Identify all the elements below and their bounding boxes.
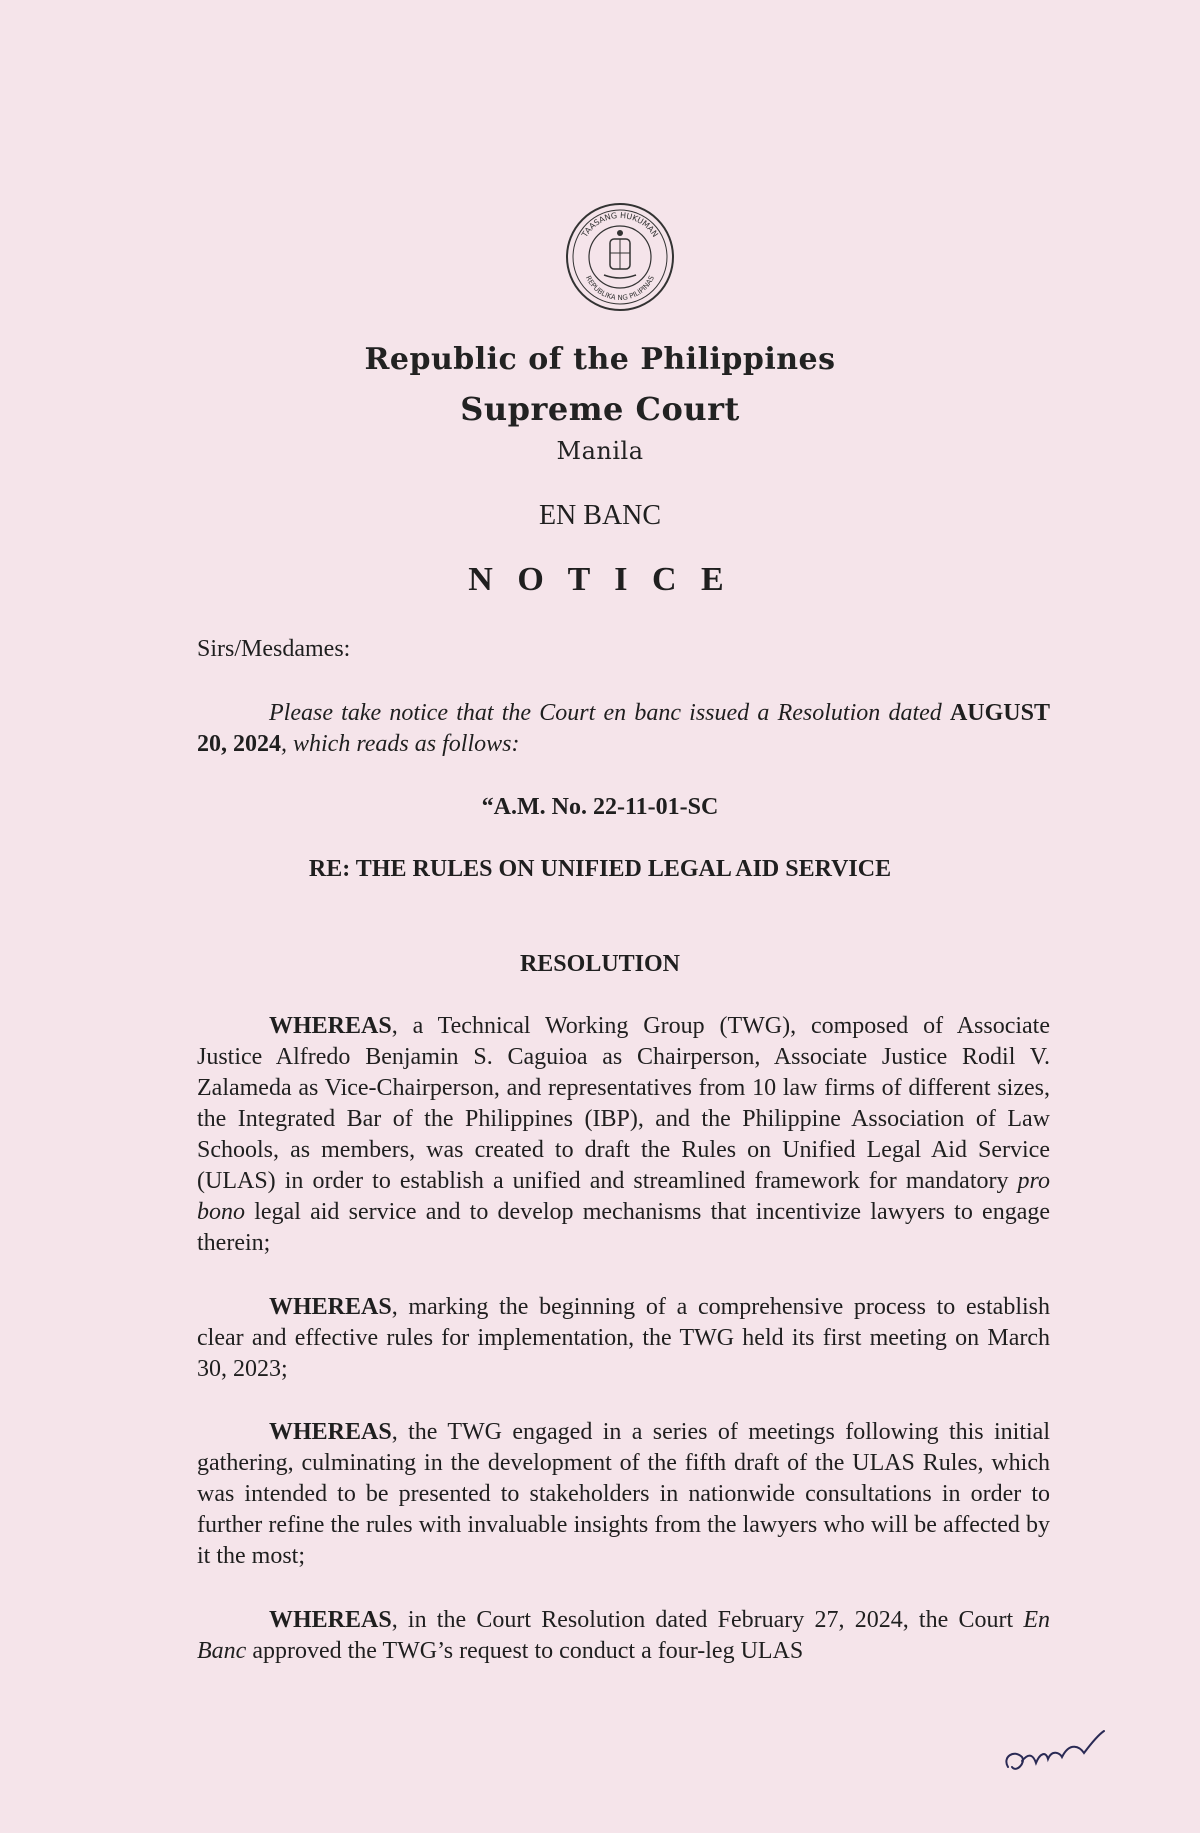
paragraph-text: , a Technical Working Group (TWG), composed of Associate Justice Alfredo Benjamin S. Caguioa as Chairperson, Associate Justice Rodil V. Zalameda as Vice-Chairperson, and representatives from 10 law firms of different sizes, the Integrated Bar of the Philippines (IBP), and the Philippine Association of Law Schools, as members, was created to draft the Rules on Unified Legal Aid Service (ULAS) in order to establish a unified and streamlined framework for mandatory bbox=[197, 1013, 1050, 1194]
case-number: “A.M. No. 22-11-01-SC bbox=[481, 794, 719, 820]
seal-ring-top: TAASANG HUKUMAN bbox=[580, 210, 660, 239]
paragraph-text: , marking the beginning of a comprehensive process to establish clear and effective rules for implementation, the TWG held its first meeting on March 30, 2023; bbox=[197, 1294, 1050, 1382]
whereas-lead: WHEREAS bbox=[269, 1607, 392, 1633]
header-city: Manila bbox=[556, 437, 644, 465]
re-line: RE: THE RULES ON UNIFIED LEGAL AID SERVICE bbox=[308, 856, 892, 882]
paragraph-text: legal aid service and to develop mechanisms that incentivize lawyers to engage therein; bbox=[197, 1199, 1050, 1256]
whereas-lead: WHEREAS bbox=[269, 1419, 392, 1445]
whereas-paragraph-1 bbox=[197, 1011, 1050, 1259]
paragraph-italic: pro bono bbox=[197, 1168, 1050, 1225]
salutation: Sirs/Mesdames: bbox=[197, 636, 351, 662]
intro-paragraph bbox=[197, 698, 1050, 760]
notice-title: N O T I C E bbox=[468, 561, 732, 598]
whereas-paragraph-4 bbox=[197, 1605, 1050, 1667]
intro-trail: , which reads as follows: bbox=[281, 731, 520, 757]
whereas-paragraph-2 bbox=[197, 1292, 1050, 1385]
paragraph-text: , the TWG engaged in a series of meetings following this initial gathering, culminating in the development of the fifth draft of the ULAS Rules, which was intended to be presented to stakeholders in nationwide consultations in order to further refine the rules with invaluable insights from the lawyers who will be affected by it the most; bbox=[197, 1419, 1050, 1569]
whereas-lead: WHEREAS bbox=[269, 1013, 392, 1039]
supreme-court-seal bbox=[564, 201, 676, 313]
intro-lead: Please take notice that the Court en banc issued a Resolution dated bbox=[269, 700, 942, 726]
resolution-title: RESOLUTION bbox=[519, 951, 681, 977]
handwritten-initials bbox=[1000, 1727, 1110, 1787]
header-division: EN BANC bbox=[538, 500, 662, 531]
paragraph-text: , in the Court Resolution dated February 27, 2024, the Court bbox=[391, 1607, 1024, 1633]
whereas-lead: WHEREAS bbox=[269, 1294, 392, 1320]
seal-ring-bottom: REPUBLIKA NG PILIPINAS bbox=[583, 274, 657, 303]
paragraph-text: approved the TWG’s request to conduct a four-leg ULAS bbox=[246, 1638, 804, 1664]
header-republic: Republic of the Philippines bbox=[364, 342, 836, 377]
header-court: Supreme Court bbox=[460, 390, 740, 428]
resolution-date: AUGUST 20, 2024 bbox=[197, 700, 1050, 757]
whereas-paragraph-3 bbox=[197, 1417, 1050, 1572]
paragraph-italic: En Banc bbox=[197, 1607, 1050, 1664]
